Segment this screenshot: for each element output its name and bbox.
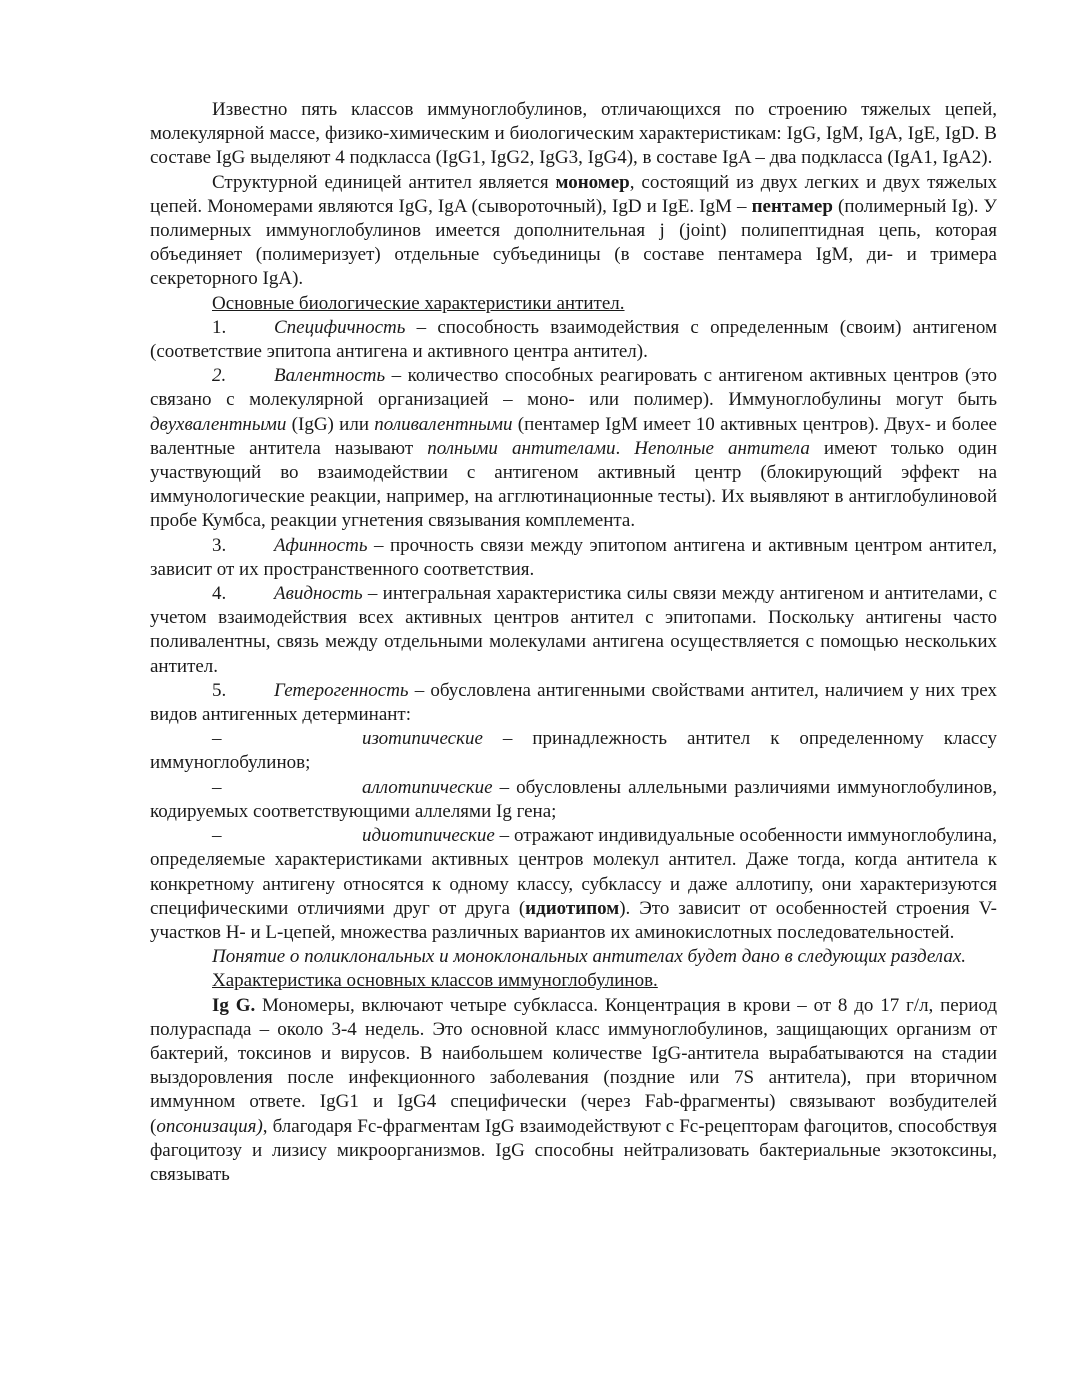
- document-page: [150, 98, 997, 1187]
- list-item-term: Авидность: [274, 583, 363, 605]
- sub-item-term: изотипические: [362, 728, 483, 750]
- list-item-term: Специфичность: [274, 316, 406, 338]
- list-item-text: – интегральная характеристика силы связи между антигеном и антителами, с учетом взаимодействия всех активных центров антител с эпитопами. Поскольку антигены часто поливалентны, связь между отдельными молекулами антигена осуществляется с помощью нескольких антител.: [150, 583, 997, 677]
- text-run: , благодаря Fc-фрагментам IgG взаимодействуют с Fc-рецепторам фагоцитов, способствуя фагоцитозу и лизису микроорганизмов. IgG способны нейтрализовать бактериальные экзотоксины, связывать: [150, 1115, 997, 1185]
- sub-item-text: – принадлежность антител к определенному классу иммуноглобулинов;: [150, 728, 997, 774]
- sub-item-idiotypic: [150, 824, 997, 945]
- note-text: Понятие о поликлональных и моноклональных антителах будет дано в следующих разделах.: [212, 946, 967, 968]
- sub-item-text: – обусловлены аллельными различиями иммуноглобулинов, кодируемых соответствующими аллелями Ig гена;: [150, 776, 997, 822]
- text-run: Структурной единицей антител является: [212, 171, 556, 193]
- igg-label: Ig G.: [212, 994, 256, 1016]
- sub-item-isotypic: [150, 727, 997, 775]
- dash-marker: –: [212, 728, 222, 750]
- list-item-number: 2.: [212, 365, 227, 387]
- term-idiotype: идиотипом: [525, 897, 620, 919]
- text-run: ). Это зависит от особенностей строения V- участков H- и L-цепей, множества различных вариантов их аминокислотных последовательностей.: [150, 897, 997, 943]
- italic-run: полными антителами: [427, 437, 616, 459]
- list-item-term: Гетерогенность: [274, 679, 409, 701]
- section-heading-ig-classes: Характеристика основных классов иммуноглобулинов.: [212, 970, 658, 992]
- list-item-avidity: [150, 582, 997, 679]
- list-item-valency: [150, 364, 997, 533]
- text-run: Мономеры, включают четыре субкласса. Концентрация в крови – от 8 до 17 г/л, период полураспада – около 3-4 недель. Это основной класс иммуноглобулинов, защищающих организм от бактерий, токсинов и вирусов. В наибольшем количестве IgG-антитела вырабатываются на стадии выздоровления после инфекционного заболевания (поздние или 7S антитела), при вторичном иммунном ответе. IgG1 и IgG4 специфически (через Fab-фрагменты) связывают возбудителей (: [150, 994, 997, 1137]
- italic-run: опсонизация): [156, 1115, 263, 1137]
- list-item-specificity: [150, 316, 997, 364]
- text-run: , состоящий из двух легких и двух тяжелых цепей. Мономерами являются IgG, IgA (сывороточный), IgD и IgE. IgM –: [150, 171, 998, 217]
- paragraph-igg: [150, 994, 997, 1188]
- sub-item-term: аллотипические: [362, 776, 493, 798]
- list-item-term: Афинность: [274, 534, 368, 556]
- text-run: .: [615, 437, 635, 459]
- paragraph-immunoglobulin-classes: [150, 98, 997, 171]
- text-run: (полимерный Ig). У полимерных иммуноглобулинов имеется дополнительная j (joint) полипептидная цепь, которая объединяет (полимеризует) отдельные субъединицы (в составе пентамера IgM, ди- и тримера секреторного IgA).: [150, 195, 997, 290]
- dash-marker: –: [212, 776, 222, 798]
- text-run: (IgG) или: [286, 413, 375, 435]
- text-run: – отражают индивидуальные особенности иммуноглобулина, определяемые характеристиками активных центров молекул антител. Даже тогда, когда антитела к конкретному антигену относятся к одному классу, субклассу и даже аллотипу, они характеризуются специфическими отличиями друг от друга (: [150, 825, 997, 919]
- text-run: (пентамер IgM имеет 10 активных центров). Двух- и более валентные антитела называют: [150, 413, 997, 459]
- list-item-text: – прочность связи между эпитопом антигена и активным центром антител, зависит от их пространственного соответствия.: [150, 534, 997, 580]
- section-heading-biological-characteristics: Основные биологические характеристики антител.: [212, 292, 625, 314]
- list-item-affinity: [150, 534, 997, 582]
- list-item-number: 5.: [212, 679, 227, 701]
- list-item-text: – обусловлена антигенными свойствами антител, наличием у них трех видов антигенных детерминант:: [150, 679, 997, 726]
- paragraph-text: Известно пять классов иммуноглобулинов, отличающихся по строению тяжелых цепей, молекулярной массе, физико-химическим и биологическим характеристикам: IgG, IgM, IgA, IgE, IgD. В составе IgG выделяют 4 подкласса (IgG1, IgG2, IgG3, IgG4), в составе IgA – два подкласса (IgA1, IgA2).: [150, 99, 997, 169]
- list-item-heterogeneity: [150, 679, 997, 727]
- paragraph-structural-unit: [150, 171, 997, 292]
- sub-item-term: идиотипические: [362, 825, 495, 847]
- list-item-number: 3.: [212, 534, 227, 556]
- list-item-number: 1.: [212, 316, 227, 338]
- italic-run: Неполные антитела: [634, 437, 810, 459]
- sub-item-allotypic: [150, 776, 997, 824]
- list-item-number: 4.: [212, 583, 227, 605]
- italic-run: двухвалентными: [150, 413, 287, 435]
- text-run: – количество способных реагировать с антигеном активных центров (это связано с молекулярной организацией – моно- или полимер). Иммуноглобулины могут быть: [150, 365, 997, 411]
- list-item-term: Валентность: [274, 365, 386, 387]
- term-monomer: мономер: [555, 171, 630, 193]
- note-paragraph: [150, 945, 997, 969]
- dash-marker: –: [212, 825, 222, 847]
- text-run: имеют только один участвующий во взаимодействии с антигеном активный центр (блокирующий эффект на иммунологические реакции, например, на агглютинационные тесты). Их выявляют в антиглобулиновой пробе Кумбса, реакции угнетения связывания комплемента.: [150, 437, 998, 532]
- italic-run: поливалентными: [374, 413, 513, 435]
- term-pentamer: пентамер: [751, 195, 833, 217]
- list-item-text: – способность взаимодействия с определенным (своим) антигеном (соответствие эпитопа антигена и активного центра антител).: [150, 316, 997, 363]
